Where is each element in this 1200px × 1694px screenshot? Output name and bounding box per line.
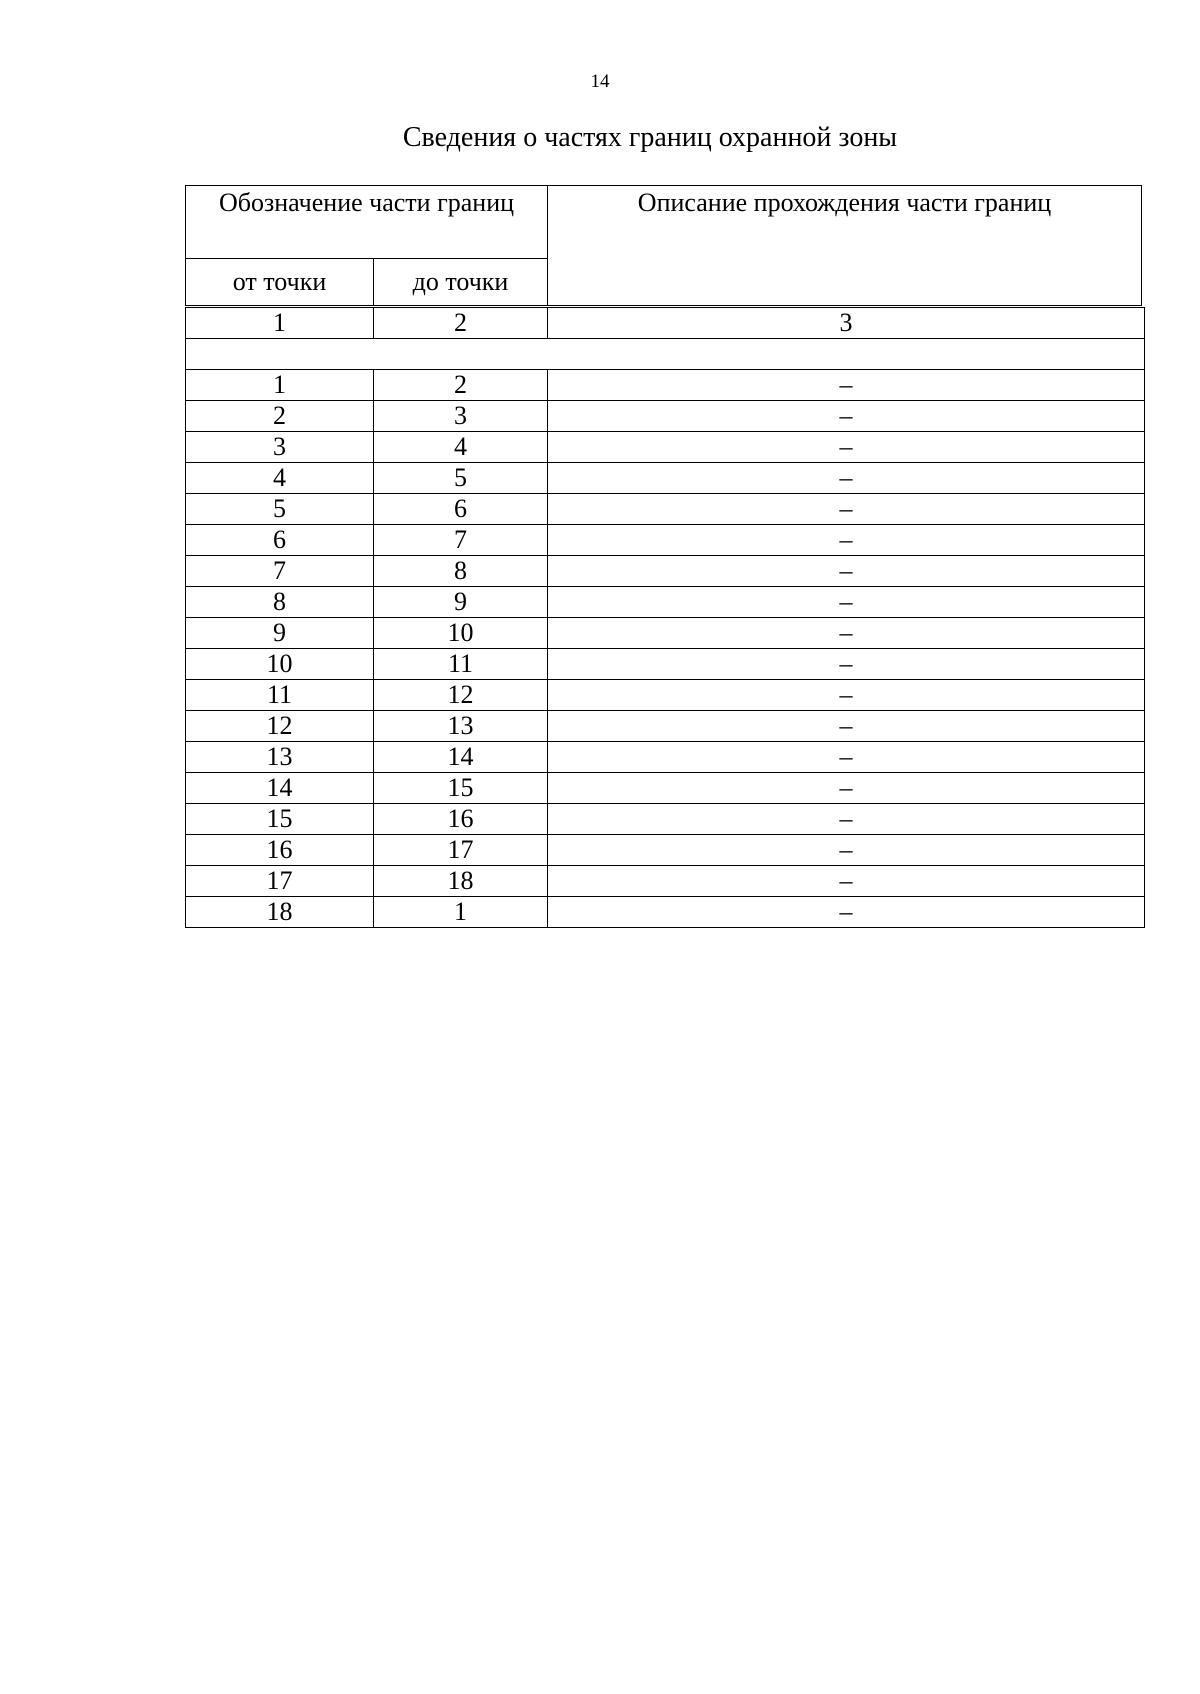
description-cell: – bbox=[548, 866, 1145, 897]
from-point-cell: 12 bbox=[186, 711, 374, 742]
header-from-cell bbox=[186, 259, 374, 306]
column-number-1: 1 bbox=[186, 308, 374, 339]
description-cell: – bbox=[548, 742, 1145, 773]
to-point-cell: 18 bbox=[374, 866, 548, 897]
page-title: Сведения о частях границ охранной зоны bbox=[402, 122, 898, 153]
from-point-cell: 18 bbox=[186, 897, 374, 928]
to-point-cell: 12 bbox=[374, 680, 548, 711]
from-point-cell: 5 bbox=[186, 494, 374, 525]
description-cell: – bbox=[548, 835, 1145, 866]
to-point-cell: 15 bbox=[374, 773, 548, 804]
description-cell: – bbox=[548, 618, 1145, 649]
table-row bbox=[186, 494, 1145, 525]
column-number-2: 2 bbox=[374, 308, 548, 339]
from-point-cell: 14 bbox=[186, 773, 374, 804]
from-point-cell: 3 bbox=[186, 432, 374, 463]
description-cell: – bbox=[548, 649, 1145, 680]
to-point-cell: 6 bbox=[374, 494, 548, 525]
to-point-cell: 10 bbox=[374, 618, 548, 649]
from-point-cell: 4 bbox=[186, 463, 374, 494]
blank-cell bbox=[186, 339, 1145, 370]
to-point-cell: 7 bbox=[374, 525, 548, 556]
from-point-cell: 15 bbox=[186, 804, 374, 835]
header-designation-cell bbox=[186, 186, 548, 259]
table-row bbox=[186, 401, 1145, 432]
from-point-cell: 8 bbox=[186, 587, 374, 618]
to-point-cell: 3 bbox=[374, 401, 548, 432]
from-point-cell: 9 bbox=[186, 618, 374, 649]
from-point-cell: 16 bbox=[186, 835, 374, 866]
header-to-cell bbox=[374, 259, 548, 306]
table-row bbox=[186, 432, 1145, 463]
to-point-cell: 11 bbox=[374, 649, 548, 680]
column-number-3: 3 bbox=[548, 308, 1145, 339]
column-numbers-row bbox=[186, 308, 1145, 339]
description-cell: – bbox=[548, 680, 1145, 711]
header-description-cell bbox=[548, 186, 1142, 306]
from-point-cell: 11 bbox=[186, 680, 374, 711]
description-cell: – bbox=[548, 525, 1145, 556]
description-cell: – bbox=[548, 587, 1145, 618]
table-row bbox=[186, 463, 1145, 494]
from-point-cell: 10 bbox=[186, 649, 374, 680]
table-row bbox=[186, 804, 1145, 835]
table-row bbox=[186, 587, 1145, 618]
description-cell: – bbox=[548, 494, 1145, 525]
to-point-cell: 4 bbox=[374, 432, 548, 463]
from-point-cell: 13 bbox=[186, 742, 374, 773]
description-cell: – bbox=[548, 804, 1145, 835]
table-row bbox=[186, 618, 1145, 649]
header-from-label: от точки bbox=[232, 267, 327, 296]
table-row bbox=[186, 525, 1145, 556]
to-point-cell: 16 bbox=[374, 804, 548, 835]
blank-row bbox=[186, 339, 1145, 370]
from-point-cell: 1 bbox=[186, 370, 374, 401]
description-cell: – bbox=[548, 897, 1145, 928]
header-designation-label: Обозначение части границ bbox=[218, 188, 515, 217]
table-row bbox=[186, 835, 1145, 866]
description-cell: – bbox=[548, 773, 1145, 804]
header-row-group bbox=[186, 186, 1142, 259]
to-point-cell: 5 bbox=[374, 463, 548, 494]
table-row bbox=[186, 773, 1145, 804]
to-point-cell: 17 bbox=[374, 835, 548, 866]
boundary-parts-table bbox=[185, 307, 1145, 928]
description-cell: – bbox=[548, 432, 1145, 463]
table-row bbox=[186, 742, 1145, 773]
from-point-cell: 7 bbox=[186, 556, 374, 587]
description-cell: – bbox=[548, 711, 1145, 742]
table-row bbox=[186, 680, 1145, 711]
to-point-cell: 14 bbox=[374, 742, 548, 773]
table-row bbox=[186, 556, 1145, 587]
description-cell: – bbox=[548, 401, 1145, 432]
description-cell: – bbox=[548, 370, 1145, 401]
to-point-cell: 13 bbox=[374, 711, 548, 742]
table-row bbox=[186, 649, 1145, 680]
to-point-cell: 1 bbox=[374, 897, 548, 928]
from-point-cell: 17 bbox=[186, 866, 374, 897]
from-point-cell: 6 bbox=[186, 525, 374, 556]
header-table bbox=[185, 185, 1142, 306]
to-point-cell: 8 bbox=[374, 556, 548, 587]
to-point-cell: 9 bbox=[374, 587, 548, 618]
boundary-parts-body bbox=[186, 308, 1145, 928]
to-point-cell: 2 bbox=[374, 370, 548, 401]
description-cell: – bbox=[548, 556, 1145, 587]
description-cell: – bbox=[548, 463, 1145, 494]
page-number: 14 bbox=[590, 71, 610, 92]
table-row bbox=[186, 897, 1145, 928]
from-point-cell: 2 bbox=[186, 401, 374, 432]
header-to-label: до точки bbox=[412, 267, 509, 296]
table-row bbox=[186, 711, 1145, 742]
table-row bbox=[186, 866, 1145, 897]
table-row bbox=[186, 370, 1145, 401]
header-description-label: Описание прохождения части границ bbox=[637, 188, 1052, 217]
